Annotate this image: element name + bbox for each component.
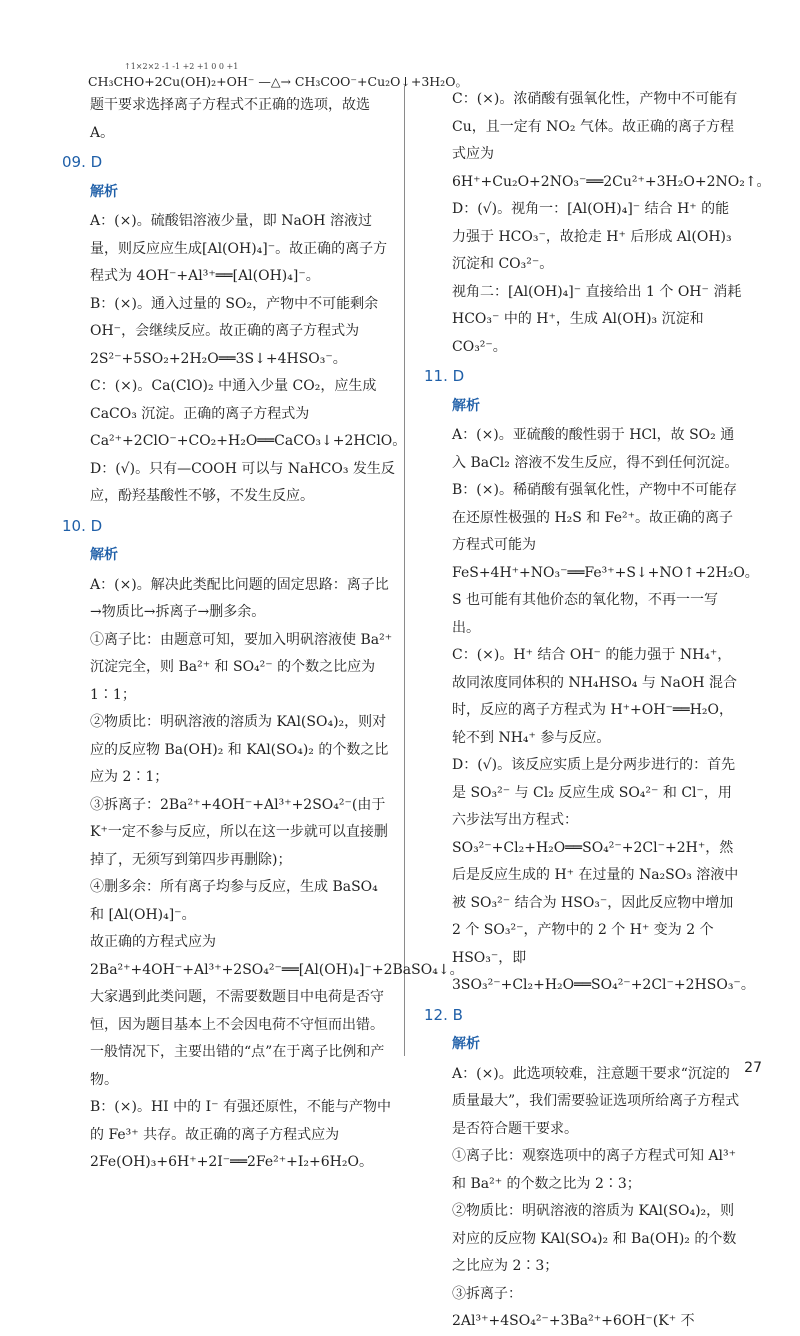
q12-option-a: A：(×)。此选项较难，注意题干要求“沉淀的质量最大”，我们需要验证选项所给离子方程式是否符合题干要求。 xyxy=(452,1065,740,1137)
q11-option-b: B：(×)。稀硝酸有强氧化性，产物中不可能存在还原性极强的 H₂S 和 Fe²⁺。故正确的离子方程式可能为 FeS+4H⁺+NO₃⁻══Fe³⁺+S↓+NO↑+2H₂O。S 也可能有其他价态的氧化物，不再一一写出。 xyxy=(452,482,759,636)
q12-step-2: ②物质比：明矾溶液的溶质为 KAl(SO₄)₂，则对应的反应物 KAl(SO₄)₂ 和 Ba(OH)₂ 的个数之比应为 2∶3； xyxy=(452,1203,737,1274)
q10-tip: 大家遇到此类问题，不需要数题目中电荷是否守恒，因为题目基本上不会因电荷不守恒而出错。一般情况下，主要出错的“点”在于离子比例和产物。 xyxy=(90,989,385,1088)
q10-step-4: ④删多余：所有离子均参与反应，生成 BaSO₄ 和 [Al(OH)₄]⁻。 xyxy=(90,879,378,923)
column-divider xyxy=(404,86,405,1056)
q11-option-d: D：(√)。该反应实质上是分两步进行的：首先是 SO₃²⁻ 与 Cl₂ 反应生成 SO₄²⁻ 和 Cl⁻，用六步法写出方程式：SO₃²⁻+Cl₂+H₂O══SO₄²⁻+2Cl⁻+2H⁺，然后是反应生成的 H⁺ 在过量的 Na₂SO₃ 溶液中被 SO₃²⁻ 结合为 HSO₃⁻，因此反应物中增加 2 个 SO₃²⁻，产物中的 2 个 H⁺ 变为 2 个 HSO₃⁻，即 3SO₃²⁻+Cl₂+H₂O══SO₄²⁻+2Cl⁻+2HSO₃⁻。 xyxy=(452,757,755,993)
question-number-10: 10. D xyxy=(62,516,103,535)
question-number-12: 12. B xyxy=(424,1005,463,1024)
top-equation xyxy=(62,62,468,92)
analysis-label-10: 解析 xyxy=(90,547,118,563)
page-number: 27 xyxy=(744,1060,762,1076)
analysis-label-12: 解析 xyxy=(452,1036,480,1052)
q9-option-b: B：(×)。通入过量的 SO₂，产物中不可能剩余 OH⁻，会继续反应。故正确的离子方程式为 2S²⁻+5SO₂+2H₂O══3S↓+4HSO₃⁻。 xyxy=(90,295,379,367)
q10-conclusion: 故正确的方程式应为 2Ba²⁺+4OH⁻+Al³⁺+2SO₄²⁻══[Al(OH)₄]⁻+2BaSO₄↓。 xyxy=(90,934,464,978)
analysis-label-9: 解析 xyxy=(90,183,118,200)
q11-option-c: C：(×)。H⁺ 结合 OH⁻ 的能力强于 NH₄⁺，故同浓度同体积的 NH₄HSO₄ 与 NaOH 混合时，反应的离子方程式为 H⁺+OH⁻══H₂O，轮不到 NH₄⁺ 参与反应。 xyxy=(452,647,738,746)
q12-step-1: ①离子比：观察选项中的离子方程式可知 Al³⁺ 和 Ba²⁺ 的个数之比为 2∶3； xyxy=(452,1148,737,1192)
q10-option-d: D：(√)。视角一：[Al(OH)₄]⁻ 结合 H⁺ 的能力强于 HCO₃⁻，故抢走 H⁺ 后形成 Al(OH)₃ 沉淀和 CO₃²⁻。 xyxy=(452,201,732,272)
q10-option-a: A：(×)。解决此类配比问题的固定思路：离子比→物质比→拆离子→删多余。 xyxy=(90,576,389,620)
q9-option-a: A：(×)。硫酸铝溶液少量，即 NaOH 溶液过量，则反应应生成[Al(OH)₄]⁻。故正确的离子方程式为 4OH⁻+Al³⁺══[Al(OH)₄]⁻。 xyxy=(90,213,388,284)
question-number-11: 11. D xyxy=(424,367,465,385)
q10-option-d-view2: 视角二：[Al(OH)₄]⁻ 直接给出 1 个 OH⁻ 消耗 HCO₃⁻ 中的 H⁺，生成 Al(OH)₃ 沉淀和 CO₃²⁻。 xyxy=(452,283,742,355)
equation-annotation: ↑1×2×2 -1 -1 +2 +1 0 0 +1 xyxy=(124,62,239,71)
q10-option-c: C：(×)。浓硝酸有强氧化性，产物中不可能有 Cu，且一定有 NO₂ 气体。故正确的离子方程式应为 6H⁺+Cu₂O+2NO₃⁻══2Cu²⁺+3H₂O+2NO₂↑。 xyxy=(452,91,771,190)
q10-step-1: ①离子比：由题意可知，要加入明矾溶液使 Ba²⁺ 沉淀完全，则 Ba²⁺ 和 SO₄²⁻ 的个数之比应为 1∶1； xyxy=(90,631,393,703)
q10-option-b: B：(×)。HI 中的 I⁻ 有强还原性，不能与产物中的 Fe³⁺ 共存。故正确的离子方程式应为 2Fe(OH)₃+6H⁺+2I⁻══2Fe²⁺+I₂+6H₂O。 xyxy=(90,1099,391,1170)
q11-option-a: A：(×)。亚硫酸的酸性弱于 HCl，故 SO₂ 通入 BaCl₂ 溶液不发生反应，得不到任何沉淀。 xyxy=(452,427,739,471)
equation-text: CH₃CHO+2Cu(OH)₂+OH⁻ —△→ CH₃COO⁻+Cu₂O↓+3H₂O。 xyxy=(88,74,468,89)
analysis-label-11: 解析 xyxy=(452,397,480,414)
q9-option-c: C：(×)。Ca(ClO)₂ 中通入少量 CO₂，应生成 CaCO₃ 沉淀。正确的离子方程式为 Ca²⁺+2ClO⁻+CO₂+H₂O══CaCO₃↓+2HClO。 xyxy=(90,378,407,449)
q10-step-3: ③拆离子：2Ba²⁺+4OH⁻+Al³⁺+2SO₄²⁻(由于 K⁺一定不参与反应，所以在这一步就可以直接删掉了，无须写到第四步再删除)； xyxy=(90,796,388,868)
question-number-9: 09. D xyxy=(62,153,103,171)
intro-note: 题干要求选择离子方程式不正确的选项，故选 A。 xyxy=(90,97,370,141)
q10-step-2: ②物质比：明矾溶液的溶质为 KAl(SO₄)₂，则对应的反应物 Ba(OH)₂ 和 KAl(SO₄)₂ 的个数之比应为 2∶1； xyxy=(90,714,389,785)
q9-option-d: D：(√)。只有—COOH 可以与 NaHCO₃ 发生反应，酚羟基酸性不够，不发生反应。 xyxy=(90,460,395,504)
q12-step-3: ③拆离子：2Al³⁺+4SO₄²⁻+3Ba²⁺+6OH⁻(K⁺ 不 xyxy=(452,1285,695,1329)
